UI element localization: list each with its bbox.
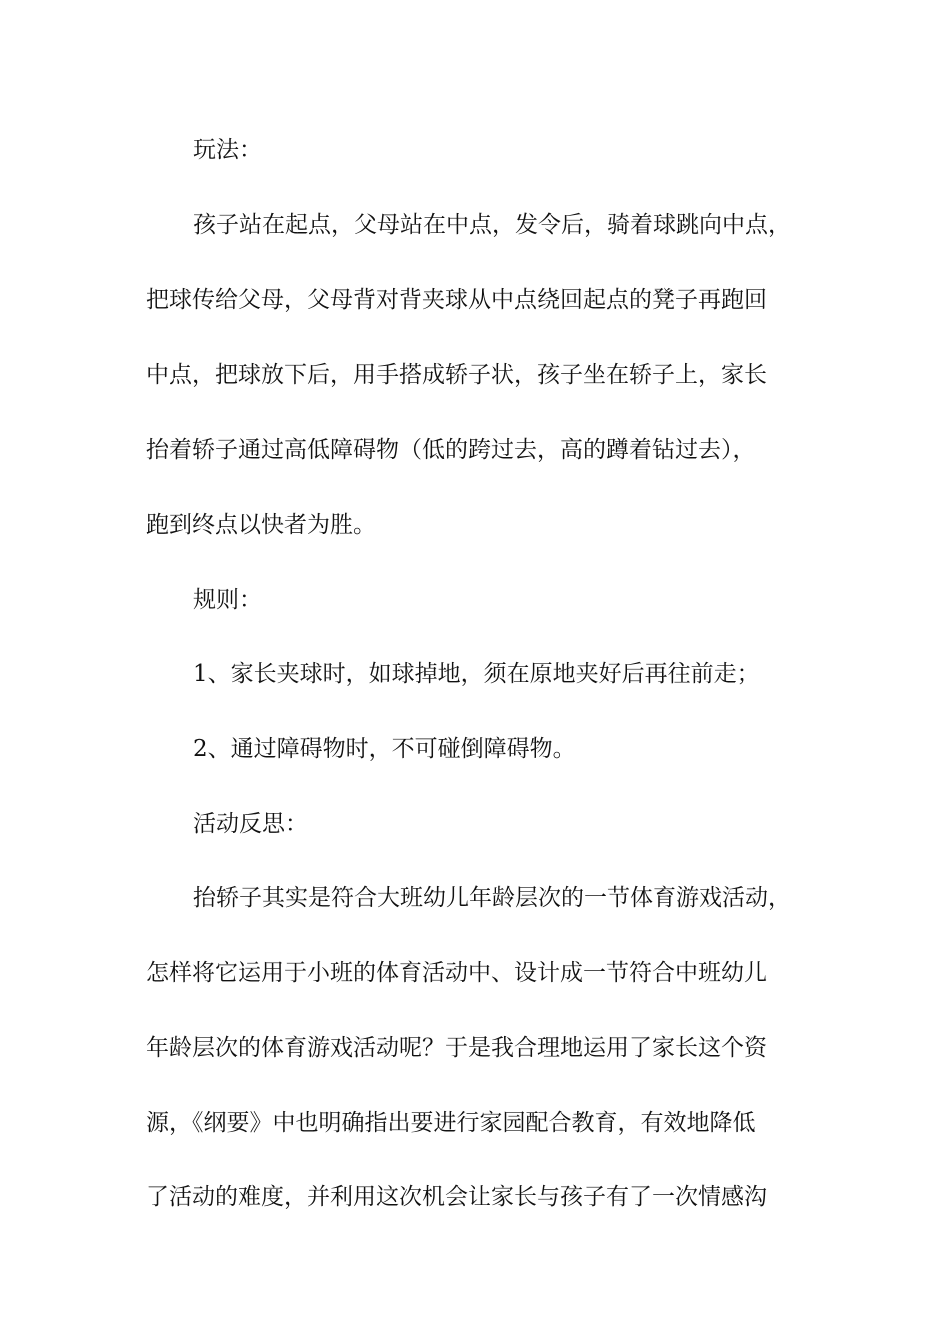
paragraph-line: 抬轿子其实是符合大班幼儿年龄层次的一节体育游戏活动， (193, 885, 791, 911)
paragraph-line: 跑到终点以快者为胜。 (146, 512, 376, 538)
heading-rules: 规则： (193, 587, 262, 613)
paragraph-line: 源，《纲要》中也明确指出要进行家园配合教育，有效地降低 (146, 1110, 756, 1136)
paragraph-line: 年龄层次的体育游戏活动呢？于是我合理地运用了家长这个资 (146, 1035, 767, 1061)
paragraph-line: 抬着轿子通过高低障碍物（低的跨过去，高的蹲着钻过去）， (146, 437, 756, 463)
paragraph-line: 怎样将它运用于小班的体育活动中、设计成一节符合中班幼儿 (146, 960, 767, 986)
paragraph-line: 了活动的难度，并利用这次机会让家长与孩子有了一次情感沟 (146, 1184, 767, 1210)
heading-reflection: 活动反思： (193, 811, 308, 837)
rule-item-2: 2、通过障碍物时，不可碰倒障碍物。 (193, 736, 576, 762)
rule-item-1: 1、家长夹球时，如球掉地，须在原地夹好后再往前走； (193, 661, 760, 687)
heading-gameplay: 玩法： (193, 137, 262, 163)
paragraph-line: 中点，把球放下后，用手搭成轿子状，孩子坐在轿子上，家长 (146, 362, 767, 388)
paragraph-line: 孩子站在起点，父母站在中点，发令后，骑着球跳向中点， (193, 212, 791, 238)
paragraph-line: 把球传给父母，父母背对背夹球从中点绕回起点的凳子再跑回 (146, 287, 767, 313)
